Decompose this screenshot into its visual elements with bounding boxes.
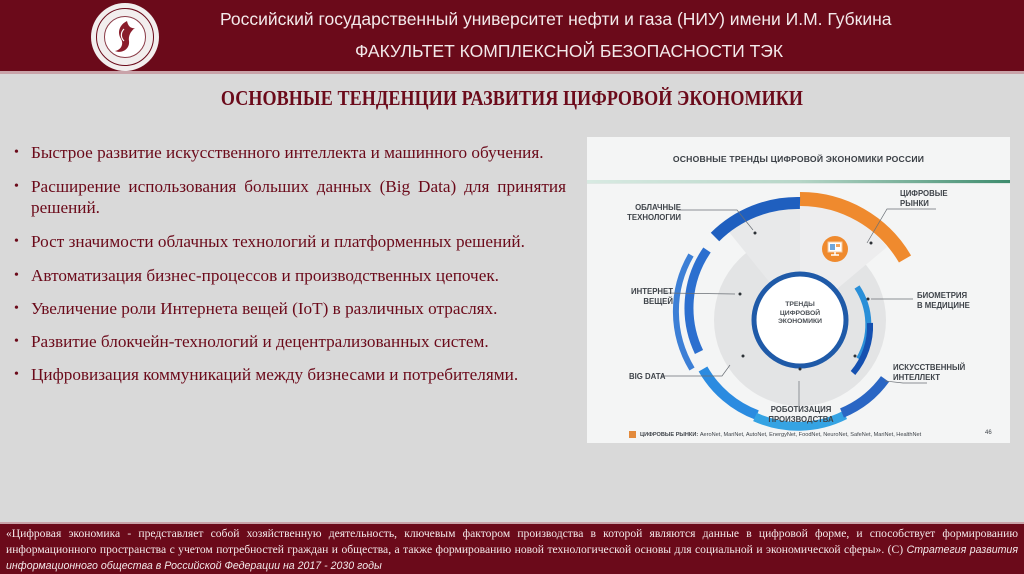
center-label-line: ЭКОНОМИКИ (777, 318, 823, 326)
center-label-line: ЦИФРОВОЙ (779, 309, 821, 317)
bullet-item: • Увеличение роли Интернета вещей (IoT) в различных отраслях. (14, 298, 566, 319)
label-line: В МЕДИЦИНЕ (917, 300, 970, 310)
footer-quote (6, 526, 1018, 574)
figure-legend (629, 431, 921, 438)
label-line: ЦИФРОВЫЕ (900, 189, 948, 198)
bullet-item: • Быстрое развитие искусственного интеллекта и машинного обучения. (14, 142, 566, 163)
center-label-line: ТРЕНДЫ (785, 301, 815, 308)
label-line: ВЕЩЕЙ (643, 296, 673, 306)
footer-quote-bar (0, 522, 1024, 574)
label-digital-markets (900, 189, 948, 208)
label-cloud-tech (617, 203, 681, 222)
header-bar (0, 0, 1024, 71)
slide-title: ОСНОВНЫЕ ТЕНДЕНЦИИ РАЗВИТИЯ ЦИФРОВОЙ ЭКОНОМИКИ (220, 86, 804, 110)
figure-title: ОСНОВНЫЕ ТРЕНДЫ ЦИФРОВОЙ ЭКОНОМИКИ РОССИИ (672, 154, 925, 164)
faculty-name: ФАКУЛЬТЕТ КОМПЛЕКСНОЙ БЕЗОПАСНОСТИ ТЭК (355, 41, 784, 61)
university-seal-icon (91, 3, 159, 71)
label-line: РЫНКИ (900, 198, 929, 208)
label-ai (893, 363, 965, 382)
label-big-data (629, 372, 666, 382)
label-line: ТЕХНОЛОГИИ (627, 212, 681, 222)
university-name: Российский государственный университет нефти и газа (НИУ) имени И.М. Губкина (220, 9, 892, 29)
legend-swatch (629, 431, 636, 438)
trend-bullet-list (14, 142, 566, 398)
legend-items: AeroNet, MariNet, AutoNet, EnergyNet, FoodNet, NeuroNet, SafeNet, MariNet, HealthNet (699, 431, 922, 438)
label-line: ИНТЕРНЕТ (631, 287, 673, 296)
bullet-item: • Расширение использования больших данных (Big Data) для принятия решений. (14, 176, 566, 218)
label-line: ИСКУССТВЕННЫЙ (893, 363, 966, 372)
digital-trends-figure (587, 137, 1010, 443)
center-label (773, 301, 827, 327)
label-line: ПРОИЗВОДСТВА (768, 414, 834, 424)
bullet-item: • Автоматизация бизнес-процессов и производственных цепочек. (14, 265, 566, 286)
flame-emblem-icon (91, 3, 159, 71)
label-line: РОБОТИЗАЦИЯ (770, 405, 832, 414)
quote-text: «Цифровая экономика - представляет собой хозяйственную деятельность, ключевым фактором производства в которой являются данные в цифровой форме, и способствует формированию информационного пространства с учетом потребностей граждан и общества, а также формированию новой технологической основы для социальной и экономической сферы». (С) (6, 527, 1018, 556)
legend-label: ЦИФРОВЫЕ РЫНКИ: (640, 431, 699, 438)
label-biometrics (917, 291, 970, 310)
bullet-item: • Развитие блокчейн-технологий и децентрализованных систем. (14, 331, 566, 352)
header-divider (0, 71, 1024, 74)
quote-source: Стратегия развития информационного общества в Российской Федерации на 2017 - 2030 годы (6, 543, 1018, 572)
label-line: ИНТЕЛЛЕКТ (893, 372, 941, 382)
bullet-item: • Рост значимости облачных технологий и платформенных решений. (14, 231, 566, 252)
bullet-item: • Цифровизация коммуникаций между бизнесами и потребителями. (14, 364, 566, 385)
label-line: ОБЛАЧНЫЕ (635, 203, 681, 212)
label-iot (607, 287, 673, 306)
label-robotics (765, 405, 837, 424)
label-line: BIG DATA (629, 372, 666, 381)
label-line: БИОМЕТРИЯ (917, 291, 968, 300)
figure-page-number: 46 (985, 430, 992, 436)
